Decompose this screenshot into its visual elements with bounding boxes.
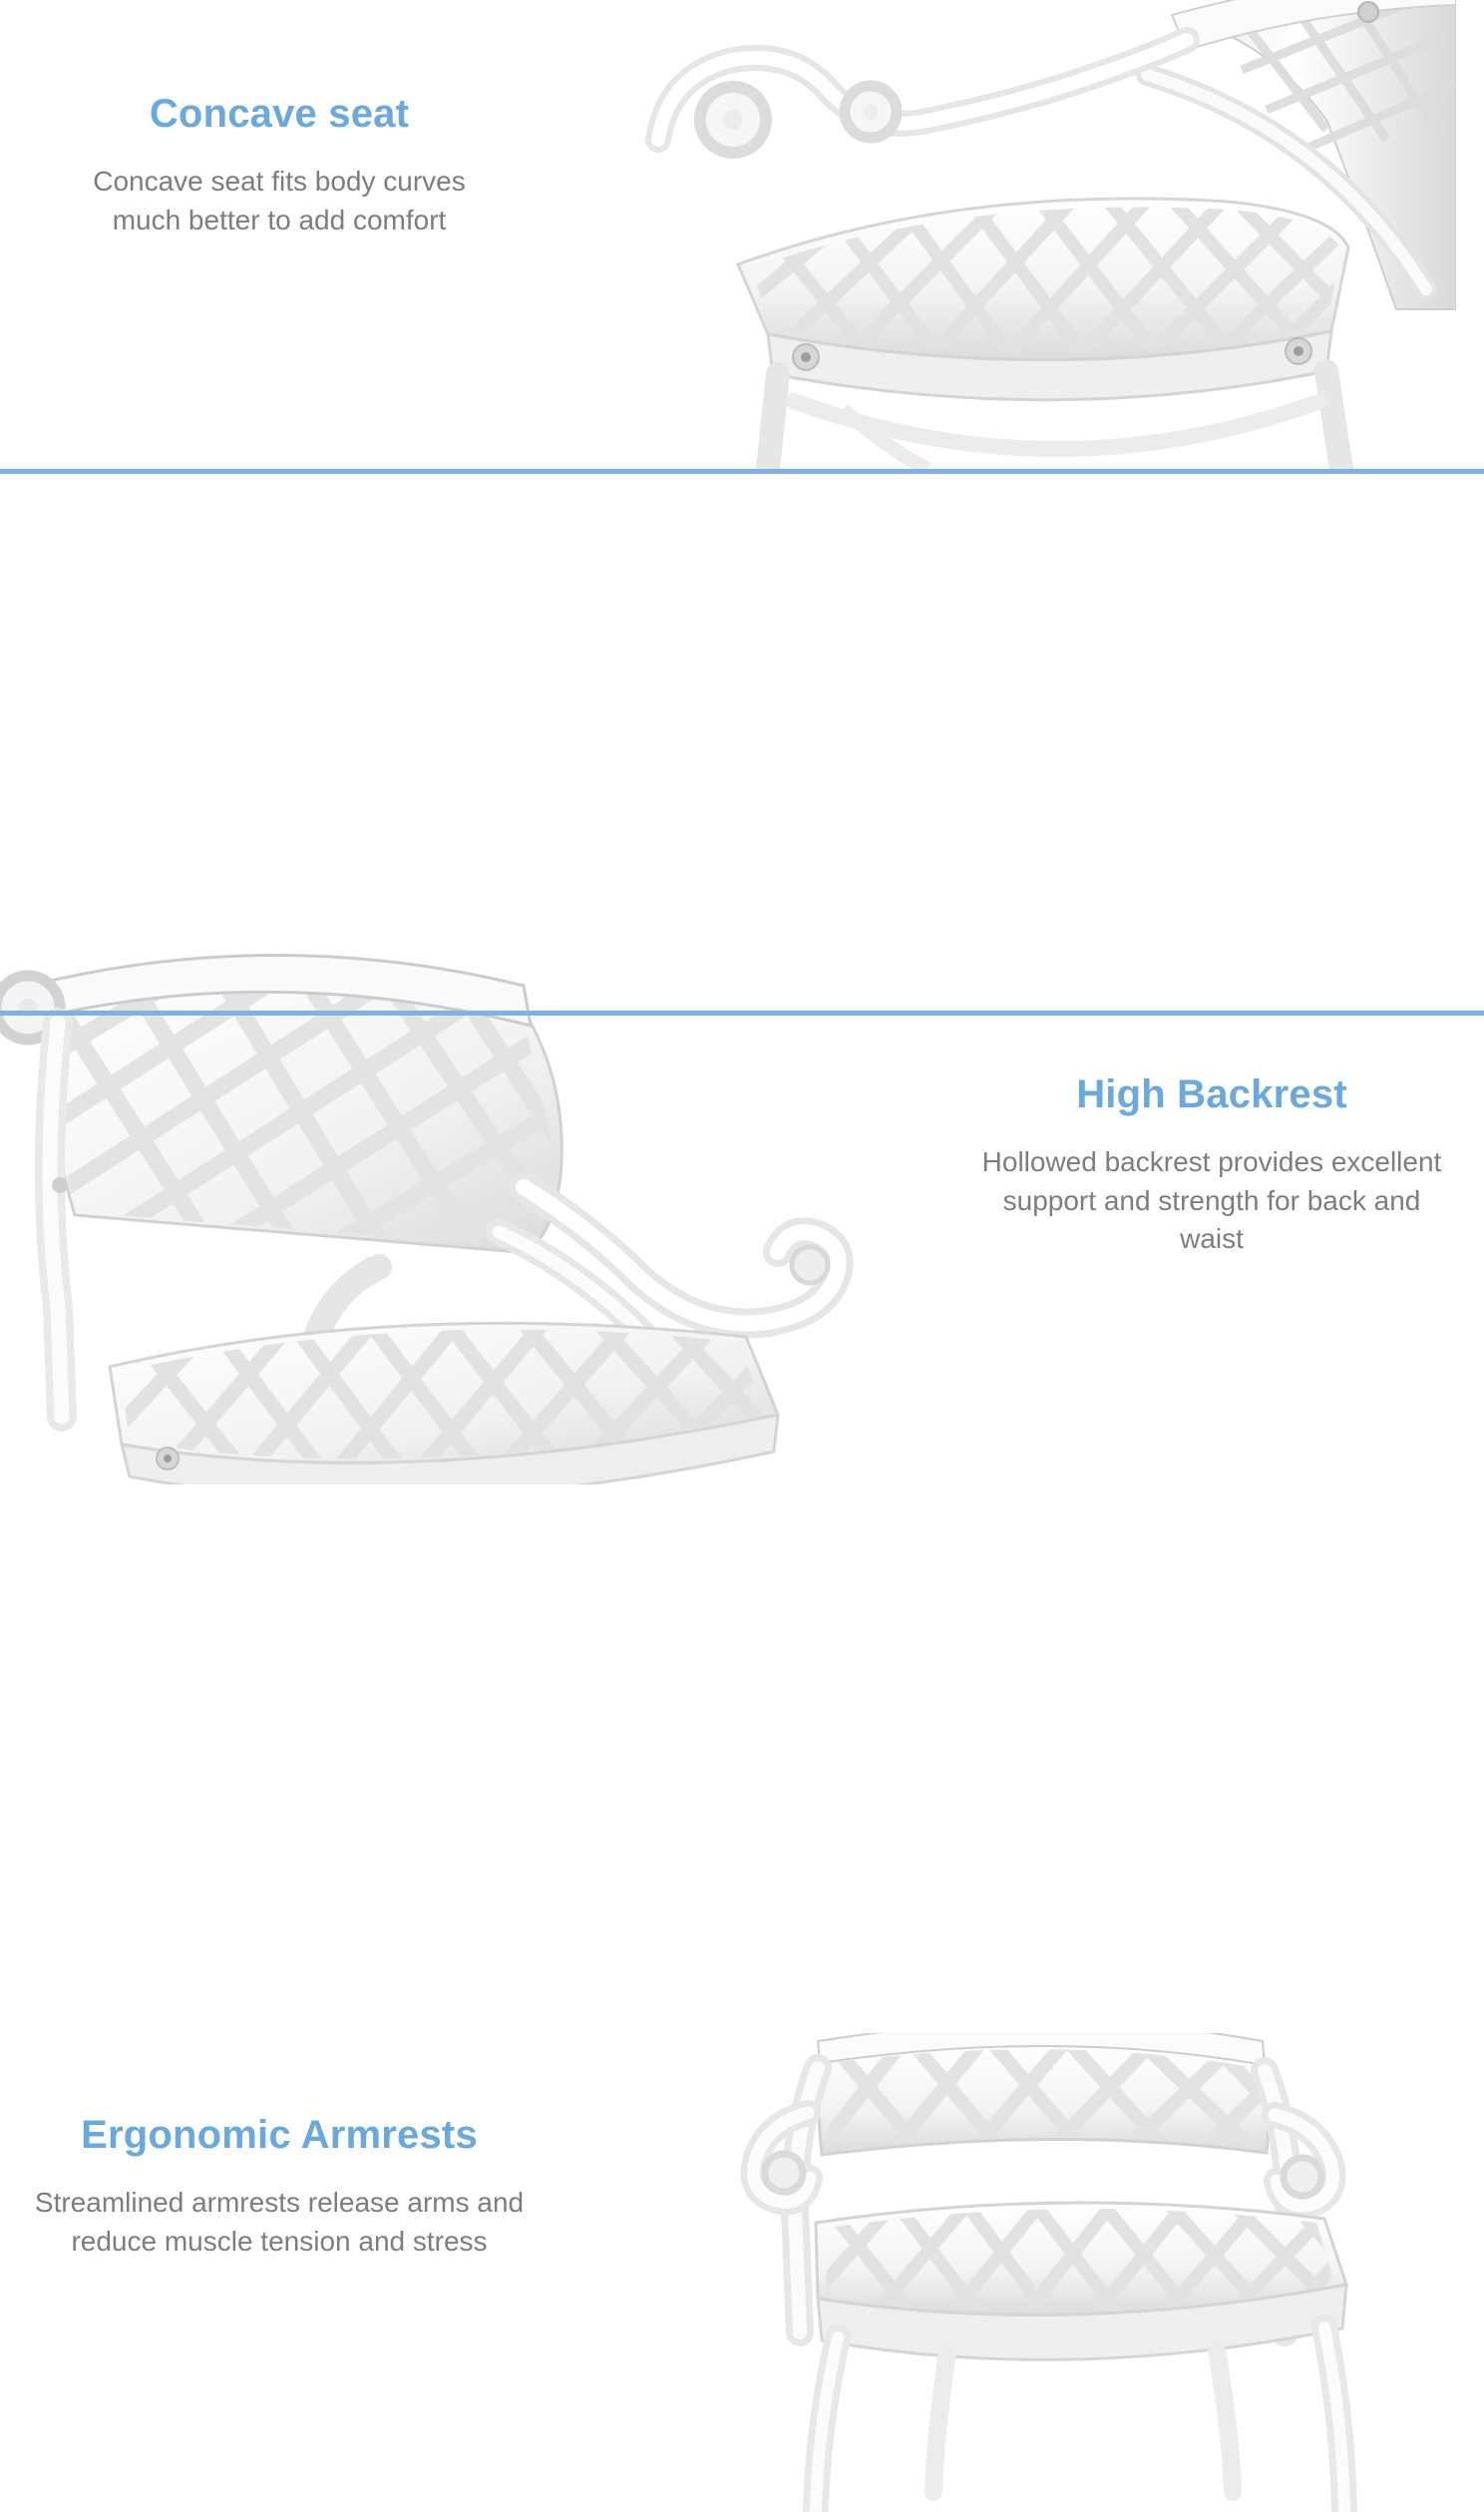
chair-armrest-full-photo [698,2033,1456,2512]
chair-seat-closeup-photo [628,0,1456,469]
feature-description-concave-seat: Concave seat fits body curves much better to add comfort [93,166,466,235]
feature-description-ergonomic-armrests: Streamlined armrests release arms and reduce muscle tension and stress [34,2187,525,2257]
panel-concave-seat [0,0,1484,469]
feature-title-ergonomic-armrests: Ergonomic Armrests [81,2113,478,2157]
feature-text-ergonomic-armrests [20,2113,539,2261]
panel-high-backrest [0,474,1484,1255]
feature-title-high-backrest: High Backrest [1076,1072,1347,1116]
panel-ergonomic-armrests [0,1016,1484,2257]
feature-title-concave-seat: Concave seat [149,92,410,136]
feature-text-concave-seat [60,92,499,239]
feature-description-high-backrest: Hollowed backrest provides excellent support and strength for back and waist [981,1146,1442,1255]
